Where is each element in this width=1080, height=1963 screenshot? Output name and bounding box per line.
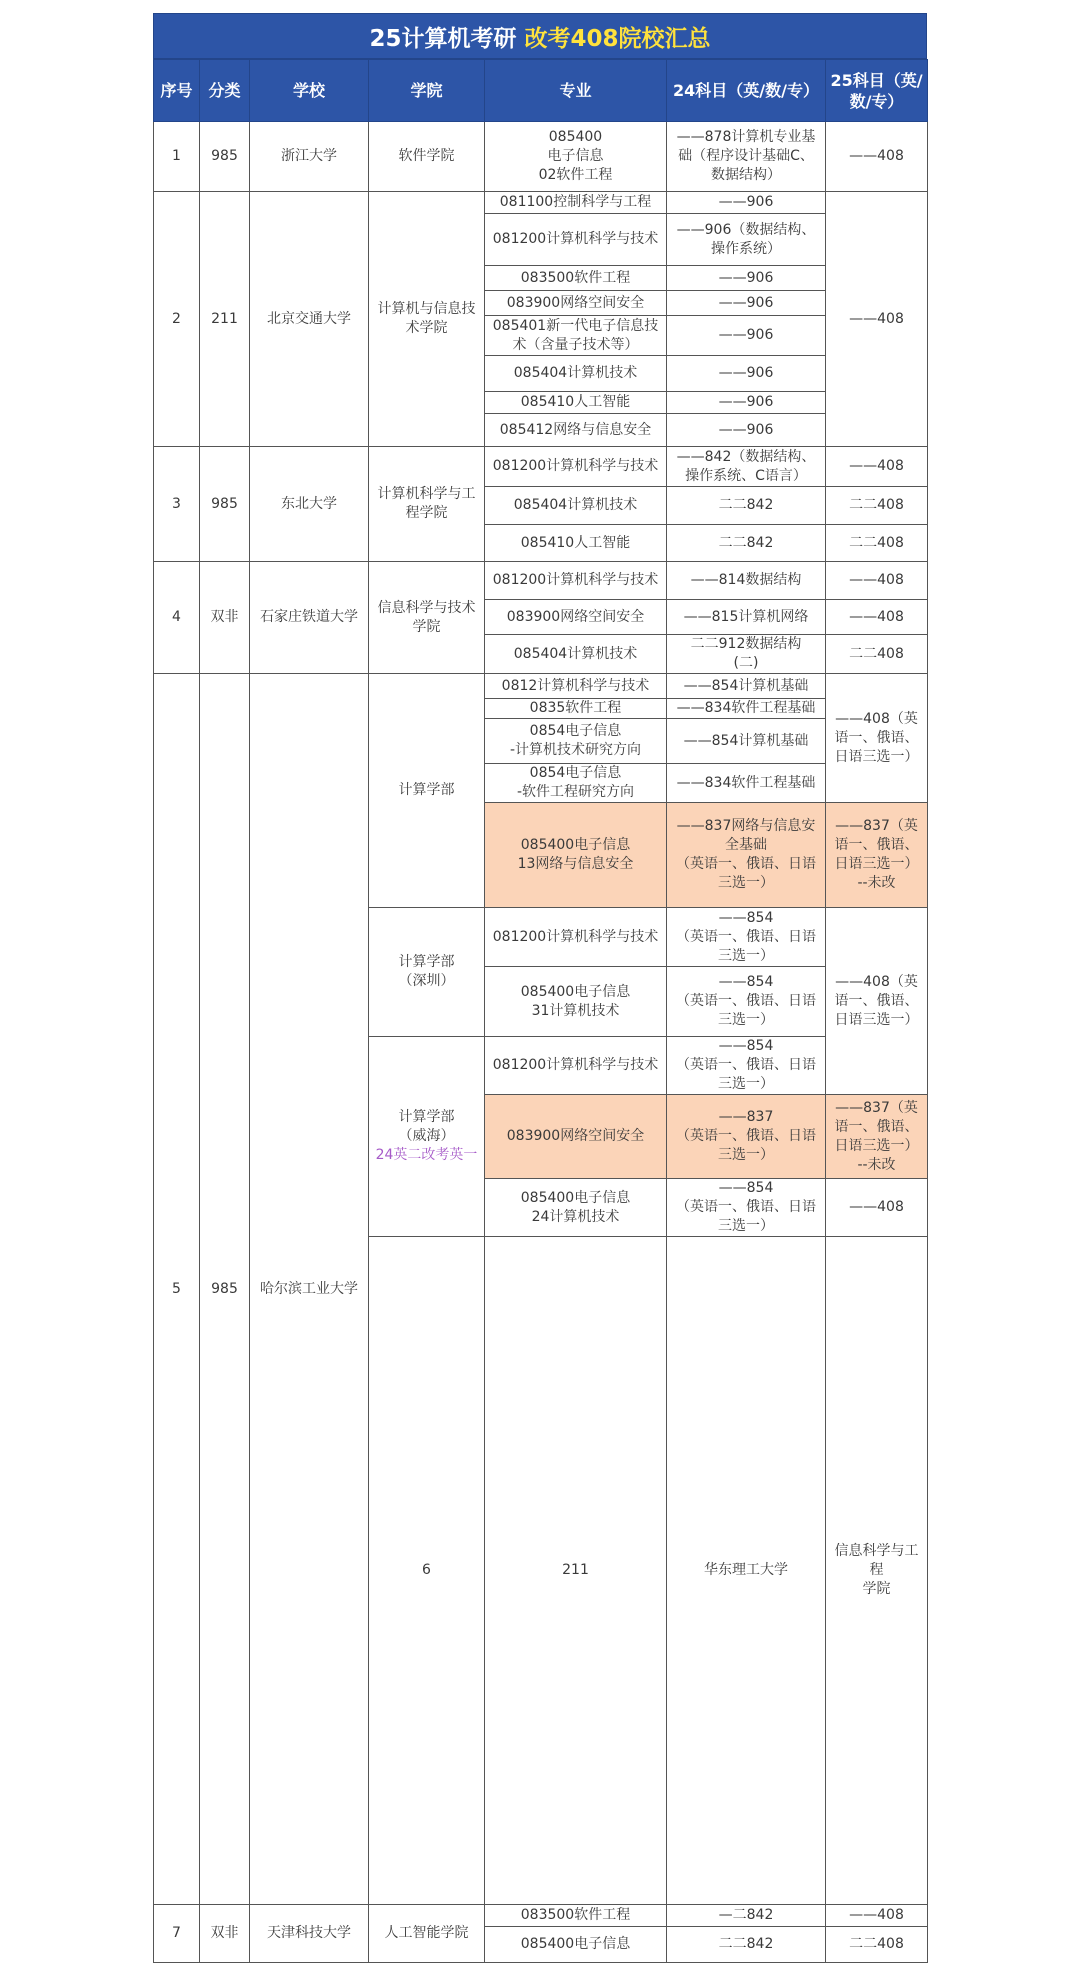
subject24-cell: ——854 （英语一、俄语、日语 三选一） [667,1179,826,1237]
row-category: 985 [200,447,250,562]
row-school: 浙江大学 [250,122,369,192]
subject24-cell: ——906 [667,414,826,447]
major-cell: 083500软件工程 [485,266,667,291]
subject24-cell: ——834软件工程基础 [667,699,826,719]
table-row [154,192,928,214]
subject25-cell: ——408 [826,1179,928,1237]
row-college: 信息科学与工程 学院 [826,1237,928,1905]
subject25-cell: ——408 [826,447,928,487]
row-college: 计算学部 （深圳） [369,908,485,1037]
major-cell: 085400电子信息 [485,1927,667,1963]
row-school: 哈尔滨工业大学 [250,674,369,1905]
subject24-cell: 二二842 [667,1927,826,1963]
subject24-cell: ——906 [667,392,826,414]
row-no: 3 [154,447,200,562]
major-cell: 085410人工智能 [485,525,667,562]
subject24-cell: 二二842 [667,525,826,562]
major-cell: 085400 电子信息 02软件工程 [485,122,667,192]
major-cell: 083900网络空间安全 [485,1095,667,1179]
row-college [369,1037,485,1237]
subject24-cell: ——906 [667,192,826,214]
major-cell: 085400电子信息 24计算机技术 [485,1179,667,1237]
major-cell: 085404计算机技术 [485,487,667,525]
major-cell: 0812计算机科学与技术 [485,674,667,699]
subject24-cell: ——854计算机基础 [667,719,826,764]
major-cell: 0854电子信息 -软件工程研究方向 [485,764,667,803]
header-category: 分类 [200,60,250,122]
subject25-cell: ——408 [826,600,928,635]
row-college: 计算机科学与工 程学院 [369,447,485,562]
row-college: 计算机与信息技 术学院 [369,192,485,447]
subject24-cell: ——906（数据结构、 操作系统） [667,214,826,266]
row-school: 石家庄铁道大学 [250,562,369,674]
row-school: 北京交通大学 [250,192,369,447]
subject24-cell: ——854 （英语一、俄语、日语 三选一） [667,908,826,967]
row-no: 2 [154,192,200,447]
subject24-cell: ——878计算机专业基 础（程序设计基础C、 数据结构） [667,122,826,192]
row-college: 软件学院 [369,122,485,192]
row-school: 东北大学 [250,447,369,562]
major-cell: 081200计算机科学与技术 [485,908,667,967]
major-cell: 0835软件工程 [485,699,667,719]
subject24-cell: ——906 [667,266,826,291]
row-no: 7 [154,1905,200,1963]
subject24-cell: ——834软件工程基础 [667,764,826,803]
subject25-cell: ——408 [826,562,928,600]
major-cell: 081200计算机科学与技术 [485,562,667,600]
table-row [154,562,928,600]
header-school: 学校 [250,60,369,122]
subject24-cell: ——837网络与信息安 全基础 （英语一、俄语、日语 三选一） [667,803,826,908]
major-cell: 083500软件工程 [485,1905,667,1927]
row-college: 计算学部 [369,674,485,908]
major-cell: 085410人工智能 [485,392,667,414]
major-cell: 085400电子信息 13网络与信息安全 [485,803,667,908]
row-category: 双非 [200,562,250,674]
major-cell: 081200计算机科学与技术 [485,214,667,266]
row-college: 信息科学与技术 学院 [369,562,485,674]
subject24-cell: 二二842 [667,487,826,525]
major-cell: 083900网络空间安全 [485,600,667,635]
subject25-cell: 二二408 [826,487,928,525]
row-category: 211 [200,192,250,447]
major-cell: 085401新一代电子信息技 术（含量子技术等） [485,316,667,356]
major-cell: 0854电子信息 -计算机技术研究方向 [485,719,667,764]
subject24-cell: ——906 [667,316,826,356]
row-category: 双非 [200,1905,250,1963]
header-subjects-25: 25科目（英/ 数/专） [826,60,928,122]
major-cell: 081100控制科学与工程 [485,192,667,214]
row-category: 211 [485,1237,667,1905]
schools-table [153,59,928,1963]
table-row [154,1905,928,1927]
table-row [154,122,928,192]
subject25-cell: ——837（英 语一、俄语、 日语三选一） --未改 [826,803,928,908]
major-cell: 085404计算机技术 [485,635,667,674]
major-cell: 085400电子信息 31计算机技术 [485,967,667,1037]
row-no: 4 [154,562,200,674]
subject25-cell: ——408（英 语一、俄语、 日语三选一） [826,908,928,1095]
subject25-cell: ——408 [826,1905,928,1927]
subject25-cell: ——408 [826,122,928,192]
table-row [154,674,928,699]
subject24-cell: 二二912数据结构 (二) [667,635,826,674]
row-school: 天津科技大学 [250,1905,369,1963]
subject24-cell: ——906 [667,291,826,316]
subject24-cell: ——837 （英语一、俄语、日语 三选一） [667,1095,826,1179]
row-no: 1 [154,122,200,192]
subject24-cell: ——815计算机网络 [667,600,826,635]
header-college: 学院 [369,60,485,122]
major-cell: 081200计算机科学与技术 [485,447,667,487]
row-category: 985 [200,122,250,192]
subject25-cell: 二二408 [826,525,928,562]
subject25-cell: ——408 [826,192,928,447]
subject25-cell: ——408（英 语一、俄语、 日语三选一） [826,674,928,803]
title-main: 25计算机考研 [369,25,517,52]
header-subjects-24: 24科目（英/数/专） [667,60,826,122]
table-row [154,447,928,487]
subject24-cell: ——854 （英语一、俄语、日语 三选一） [667,967,826,1037]
subject24-cell: —二842 [667,1905,826,1927]
college-name: 计算学部 （威海） [398,1109,455,1144]
subject25-cell: ——837（英 语一、俄语、 日语三选一） --未改 [826,1095,928,1179]
major-cell: 085412网络与信息安全 [485,414,667,447]
header-row [154,60,928,122]
row-college: 人工智能学院 [369,1905,485,1963]
major-cell: 083900网络空间安全 [485,291,667,316]
subject24-cell: ——842（数据结构、 操作系统、C语言） [667,447,826,487]
header-no: 序号 [154,60,200,122]
row-no: 5 [154,674,200,1905]
subject25-cell: 二二408 [826,1927,928,1963]
title-bar [153,13,927,59]
row-category: 985 [200,674,250,1905]
college-note: 24英二改考英一 [375,1147,478,1163]
title-highlight: 改考408院校汇总 [524,25,711,52]
major-cell: 081200计算机科学与技术 [485,1037,667,1095]
subject24-cell: ——854 （英语一、俄语、日语 三选一） [667,1037,826,1095]
header-major: 专业 [485,60,667,122]
subject24-cell: ——854计算机基础 [667,674,826,699]
summary-sheet [153,13,927,1963]
major-cell: 085404计算机技术 [485,356,667,392]
row-no: 6 [369,1237,485,1905]
subject25-cell: 二二408 [826,635,928,674]
subject24-cell: ——814数据结构 [667,562,826,600]
subject24-cell: ——906 [667,356,826,392]
row-school: 华东理工大学 [667,1237,826,1905]
